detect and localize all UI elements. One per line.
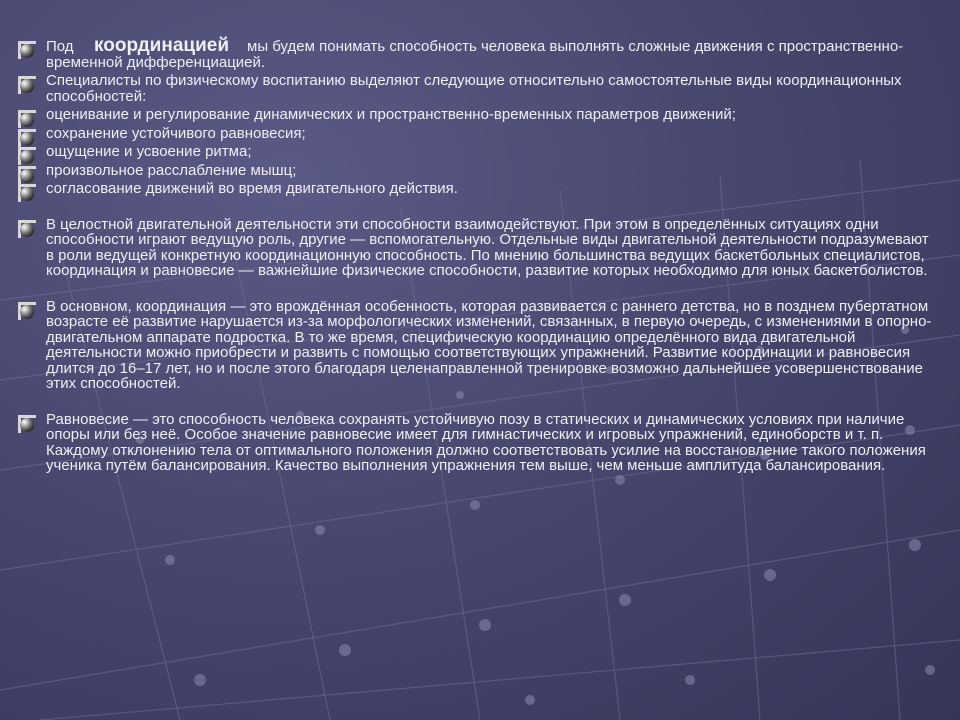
bullet-icon — [18, 184, 36, 202]
ability-item — [18, 144, 938, 160]
bullet-icon — [18, 220, 36, 238]
paragraph-innate — [18, 299, 938, 392]
intro-term: координацией — [94, 35, 229, 56]
paragraph-innate-text: В основном, координация — это врождённая особенность, которая развивается с раннего детства, но в позднем пубертатном возрасте её развитие нарушается из-за морфологических изменений, связанных, в первую очередь, с изменениями в опорно-двигательном аппарате подростка. В то же время, специфическую координацию определённого вида двигательной деятельности можно приобрести и развить с помощью соответствующих упражнений. Развитие координации и равновесия длится до 16–17 лет, но и после этого благодаря целенаправленной тренировке возможно дальнейшее усовершенствование этих способностей. — [46, 297, 932, 392]
ability-text: ощущение и усвоение ритма; — [46, 143, 252, 160]
slide-content — [18, 35, 938, 477]
intro-lead-word: Под — [46, 38, 74, 55]
ability-text: согласование движений во время двигательного действия. — [46, 180, 458, 197]
paragraph-balance — [18, 412, 938, 474]
ability-item — [18, 126, 938, 142]
specialists-text: Специалисты по физическому воспитанию выделяют следующие относительно самостоятельные виды координационных способностей: — [46, 72, 902, 105]
bullet-icon — [18, 302, 36, 320]
ability-text: оценивание и регулирование динамических и пространственно-временных параметров движений; — [46, 106, 736, 123]
ability-text: произвольное расслабление мышц; — [46, 161, 297, 179]
bullet-icon — [18, 415, 36, 433]
ability-item — [18, 107, 938, 123]
paragraph-balance-text: Равновесие — это способность человека сохранять устойчивую позу в статических и динамических условиях при наличие опоры или без неё. Особое значение равновесие имеет для гимнастических и игровых упражнений, единоборств и т. п. Каждому отклонению тела от оптимального положения должно соответствовать усилие на восстановление такого положения ученика путём балансирования. Качество выполнения упражнения тем выше, чем меньше амплитуда балансирования. — [46, 410, 926, 474]
intro-rest: мы будем понимать способность человека выполнять сложные движения с пространственно-временной дифференциацией. — [46, 38, 904, 71]
ability-item — [18, 181, 938, 197]
specialists-line — [18, 73, 938, 104]
paragraph-integral — [18, 217, 938, 279]
intro-definition — [18, 35, 938, 71]
ability-item — [18, 163, 938, 179]
ability-text: сохранение устойчивого равновесия; — [46, 124, 306, 142]
paragraph-integral-text: В целостной двигательной деятельности эти способности взаимодействуют. При этом в определённых ситуациях одни способности играют ведущую роль, другие — вспомогательную. Отдельные виды двигательной деятельности подразумевают в роли ведущей конкретную координационную способность. По мнению большинства ведущих баскетбольных специалистов, координация и равновесие — важнейшие физические способности, развитие которых необходимо для юных баскетболистов. — [46, 215, 929, 279]
bullet-icon — [18, 76, 36, 94]
bullet-icon — [18, 41, 36, 59]
